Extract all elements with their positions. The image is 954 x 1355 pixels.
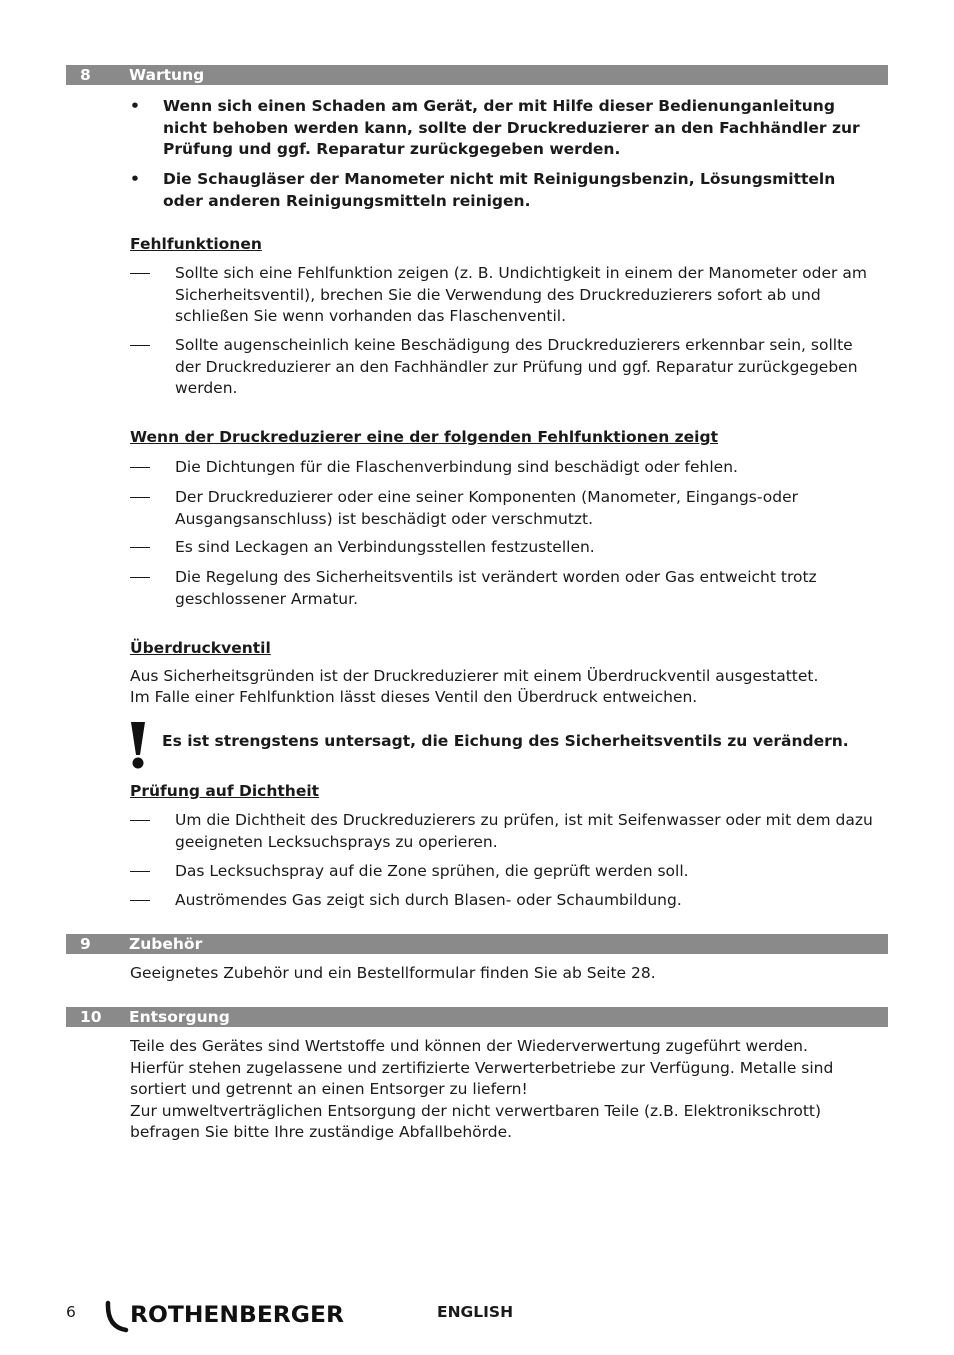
- entsorgung-line: Zur umweltverträglichen Entsorgung der nicht verwertbaren Teile (z.B. Elektronikschrott) befragen Sie bitte Ihre zuständige Abfallbehörde.: [130, 1101, 822, 1141]
- subheading-ueberdruckventil: Überdruckventil: [130, 639, 271, 657]
- ueberdruck-text-1: Aus Sicherheitsgründen ist der Druckreduzierer mit einem Überdruckventil ausgestattet.: [130, 667, 819, 685]
- bullet-item: • Wenn sich einen Schaden am Gerät, der mit Hilfe dieser Bedienunganleitung nicht behoben werden kann, sollte der Druckreduzierer an den Fachhändler zur Prüfung und ggf. Reparatur zurückgegeben werden.: [130, 97, 860, 158]
- dash-icon: [130, 900, 150, 901]
- warning-text: Es ist strengstens untersagt, die Eichung des Sicherheitsventils zu verändern.: [162, 732, 849, 750]
- page-number: 6: [66, 1303, 76, 1321]
- list-item: Der Druckreduzierer oder eine seiner Komponenten (Manometer, Eingangs-oder Ausgangsanschluss) ist beschädigt oder verschmutzt.: [130, 487, 875, 530]
- section-title: Entsorgung: [129, 1008, 230, 1026]
- list-item: Es sind Leckagen an Verbindungsstellen festzustellen.: [130, 537, 875, 559]
- ueberdruck-text-2: Im Falle einer Fehlfunktion lässt dieses Ventil den Überdruck entweichen.: [130, 688, 698, 706]
- list-item: Das Lecksuchspray auf die Zone sprühen, die geprüft werden soll.: [130, 861, 875, 883]
- list-item: Sollte augenscheinlich keine Beschädigung des Druckreduzierers erkennbar sein, sollte der Druckreduzierer an den Fachhändler zur Prüfung und ggf. Reparatur zurückgegeben werden.: [130, 335, 875, 400]
- bullet-icon: •: [130, 170, 140, 188]
- dash-icon: [130, 871, 150, 872]
- section-title: Zubehör: [129, 935, 203, 953]
- section-header-wartung: [66, 65, 888, 85]
- section-title: Wartung: [129, 66, 205, 84]
- bullet-item: • Die Schaugläser der Manometer nicht mit Reinigungsbenzin, Lösungsmitteln oder anderen Reinigungsmitteln reinigen.: [130, 170, 836, 210]
- list-item: Sollte sich eine Fehlfunktion zeigen (z. B. Undichtigkeit in einem der Manometer oder am Sicherheitsventil), brechen Sie die Verwendung des Druckreduzierers sofort ab und schließen Sie wenn vorhanden das Flaschenventil.: [130, 263, 875, 328]
- entsorgung-line: Teile des Gerätes sind Wertstoffe und können der Wiederverwertung zugeführt werden.: [130, 1037, 808, 1055]
- svg-text:ROTHENBERGER: ROTHENBERGER: [130, 1303, 345, 1328]
- dash-icon: [130, 577, 150, 578]
- subheading-folgende-fehlfunktionen: Wenn der Druckreduzierer eine der folgenden Fehlfunktionen zeigt: [130, 428, 718, 446]
- list-item: Die Dichtungen für die Flaschenverbindung sind beschädigt oder fehlen.: [130, 457, 875, 479]
- entsorgung-text: [130, 1036, 875, 1144]
- brand-logo: [104, 1297, 349, 1337]
- exclamation-icon: [128, 720, 148, 770]
- dash-icon: [130, 273, 150, 274]
- footer-language: ENGLISH: [437, 1303, 514, 1321]
- list-item: Auströmendes Gas zeigt sich durch Blasen- oder Schaumbildung.: [130, 890, 875, 912]
- section-number: 10: [80, 1008, 102, 1026]
- list-item: Um die Dichtheit des Druckreduzierers zu prüfen, ist mit Seifenwasser oder mit dem dazu geeigneten Lecksuchsprays zu operieren.: [130, 810, 875, 853]
- dash-icon: [130, 345, 150, 346]
- section-header-entsorgung: [66, 1007, 888, 1027]
- list-item: Die Regelung des Sicherheitsventils ist verändert worden oder Gas entweicht trotz geschlossener Armatur.: [130, 567, 875, 610]
- dash-icon: [130, 467, 150, 468]
- dash-icon: [130, 820, 150, 821]
- section-number: 9: [80, 935, 91, 953]
- subheading-fehlfunktionen: Fehlfunktionen: [130, 235, 262, 253]
- section-header-zubehoer: [66, 934, 888, 954]
- dash-icon: [130, 547, 150, 548]
- bullet-icon: •: [130, 97, 140, 115]
- dash-icon: [130, 497, 150, 498]
- entsorgung-line: Hierfür stehen zugelassene und zertifizierte Verwerterbetriebe zur Verfügung. Metalle sind sortiert und getrennt an einen Entsorger zu liefern!: [130, 1058, 834, 1098]
- section-number: 8: [80, 66, 91, 84]
- subheading-dichtheit: Prüfung auf Dichtheit: [130, 782, 320, 800]
- zubehoer-text: Geeignetes Zubehör und ein Bestellformular finden Sie ab Seite 28.: [130, 964, 656, 982]
